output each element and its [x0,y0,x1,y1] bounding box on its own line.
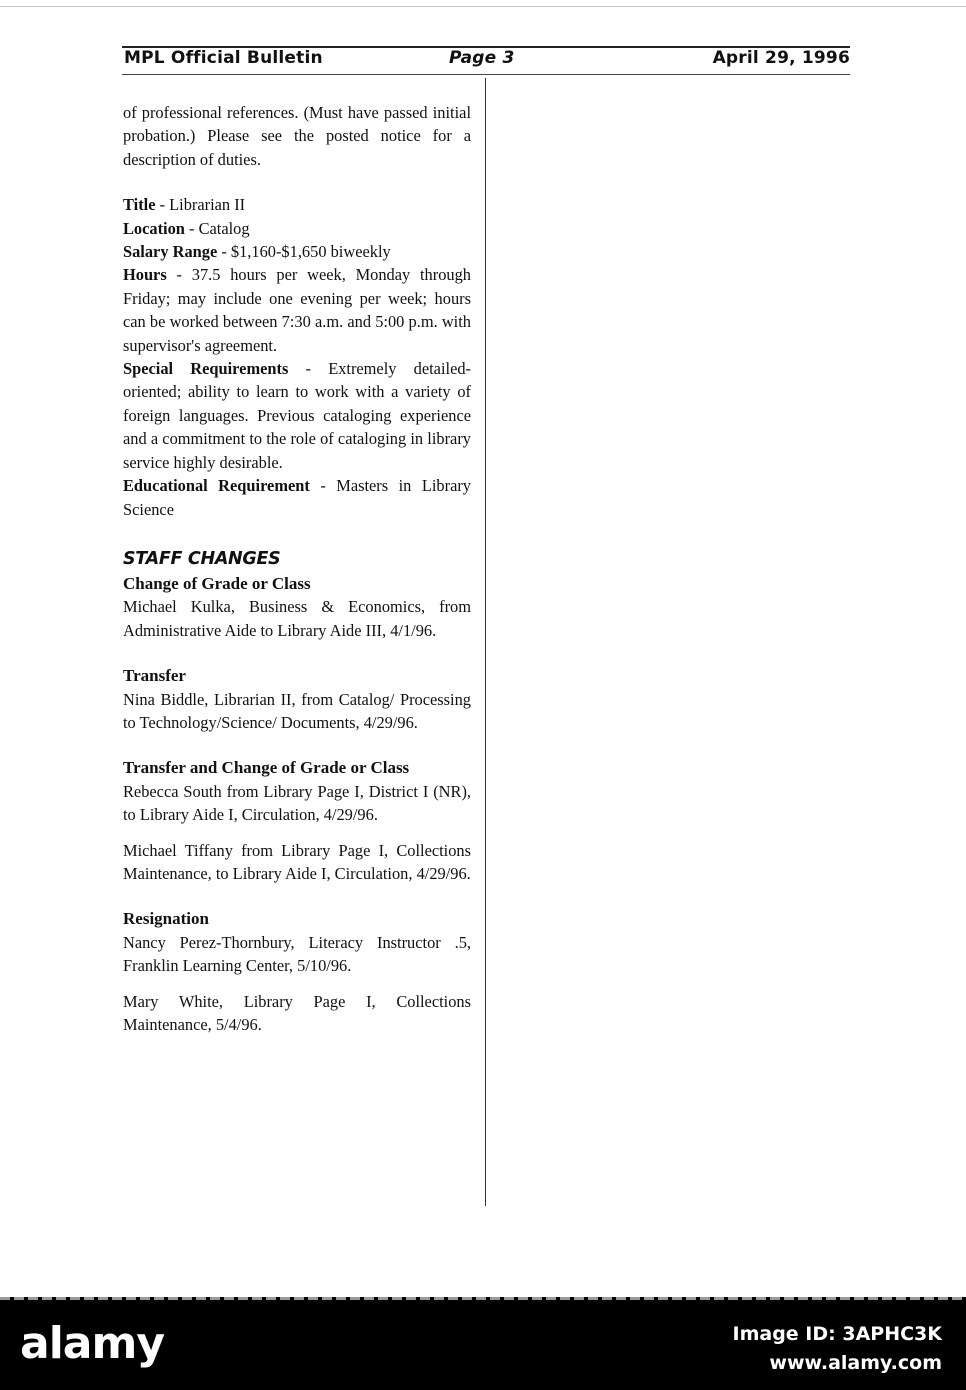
alamy-logo: alamy [20,1318,164,1369]
job-education-value: - Masters in Library Science [123,476,471,519]
job-location-value: - Catalog [184,218,250,238]
grade-change-entry: Michael Kulka, Business & Economics, from Administrative Aide to Library Aide III, 4/1/96. [123,597,471,640]
job-title-label: Title [123,195,156,215]
grade-change-heading: Change of Grade or Class [123,573,311,593]
page-number: Page 3 [449,48,515,68]
resignation-entry-1: Nancy Perez-Thornbury, Literacy Instructor .5, Franklin Learning Center, 5/10/96. [123,932,471,976]
transfer-heading: Transfer [123,666,186,686]
top-scan-rule [0,6,966,7]
left-column [123,101,471,1036]
publication-title: MPL Official Bulletin [124,48,323,68]
job-special-label: Special Requirements [123,359,289,379]
issue-date: April 29, 1996 [712,48,850,68]
resignation-entry-2: Mary White, Library Page I, Collections Maintenance, 5/4/96. [123,991,471,1034]
transfer-grade-entry-2: Michael Tiffany from Library Page I, Collections Maintenance, to Library Aide I, Circulation, 4/29/96. [123,840,471,883]
job-location-label: Location [123,218,185,238]
job-title-line [123,193,471,216]
watermark-url: www.alamy.com [769,1352,942,1374]
job-special-value: - Extremely detailed-oriented; ability to learn to work with a variety of foreign languages. Previous cataloging experience and a commitment to the role of cataloging in library service highly desirable. [123,359,471,472]
job-hours-label: Hours [123,265,167,285]
job-hours-value: - 37.5 hours per week, Monday through Friday; may include one evening per week; hours can be worked between 7:30 a.m. and 5:00 p.m. with supervisor's agreement. [123,265,471,355]
job-salary-line [123,240,471,263]
staff-changes-heading: STAFF CHANGES [123,548,281,569]
job-location-line [123,217,471,240]
header-rule-bottom [122,74,850,75]
job-hours-line [123,263,471,357]
transfer-grade-heading: Transfer and Change of Grade or Class [123,758,410,778]
resignation-heading: Resignation [123,909,209,929]
column-divider [485,78,486,1206]
transfer-entry: Nina Biddle, Librarian II, from Catalog/ Processing to Technology/Science/ Documents, 4/29/96. [123,689,471,732]
intro-paragraph: of professional references. (Must have passed initial probation.) Please see the posted notice for a description of duties. [123,103,471,169]
job-education-line [123,474,471,521]
image-id-text: Image ID: 3APHC3K [732,1323,942,1345]
job-salary-value: - $1,160-$1,650 biweekly [217,242,391,262]
job-title-value: - Librarian II [155,195,246,215]
job-salary-label: Salary Range [123,242,218,262]
scan-edge-dashes [0,1297,966,1300]
job-special-line [123,357,471,474]
transfer-grade-entry-1: Rebecca South from Library Page I, District I (NR), to Library Aide I, Circulation, 4/29/96. [123,781,471,825]
job-education-label: Educational Requirement [123,476,310,496]
